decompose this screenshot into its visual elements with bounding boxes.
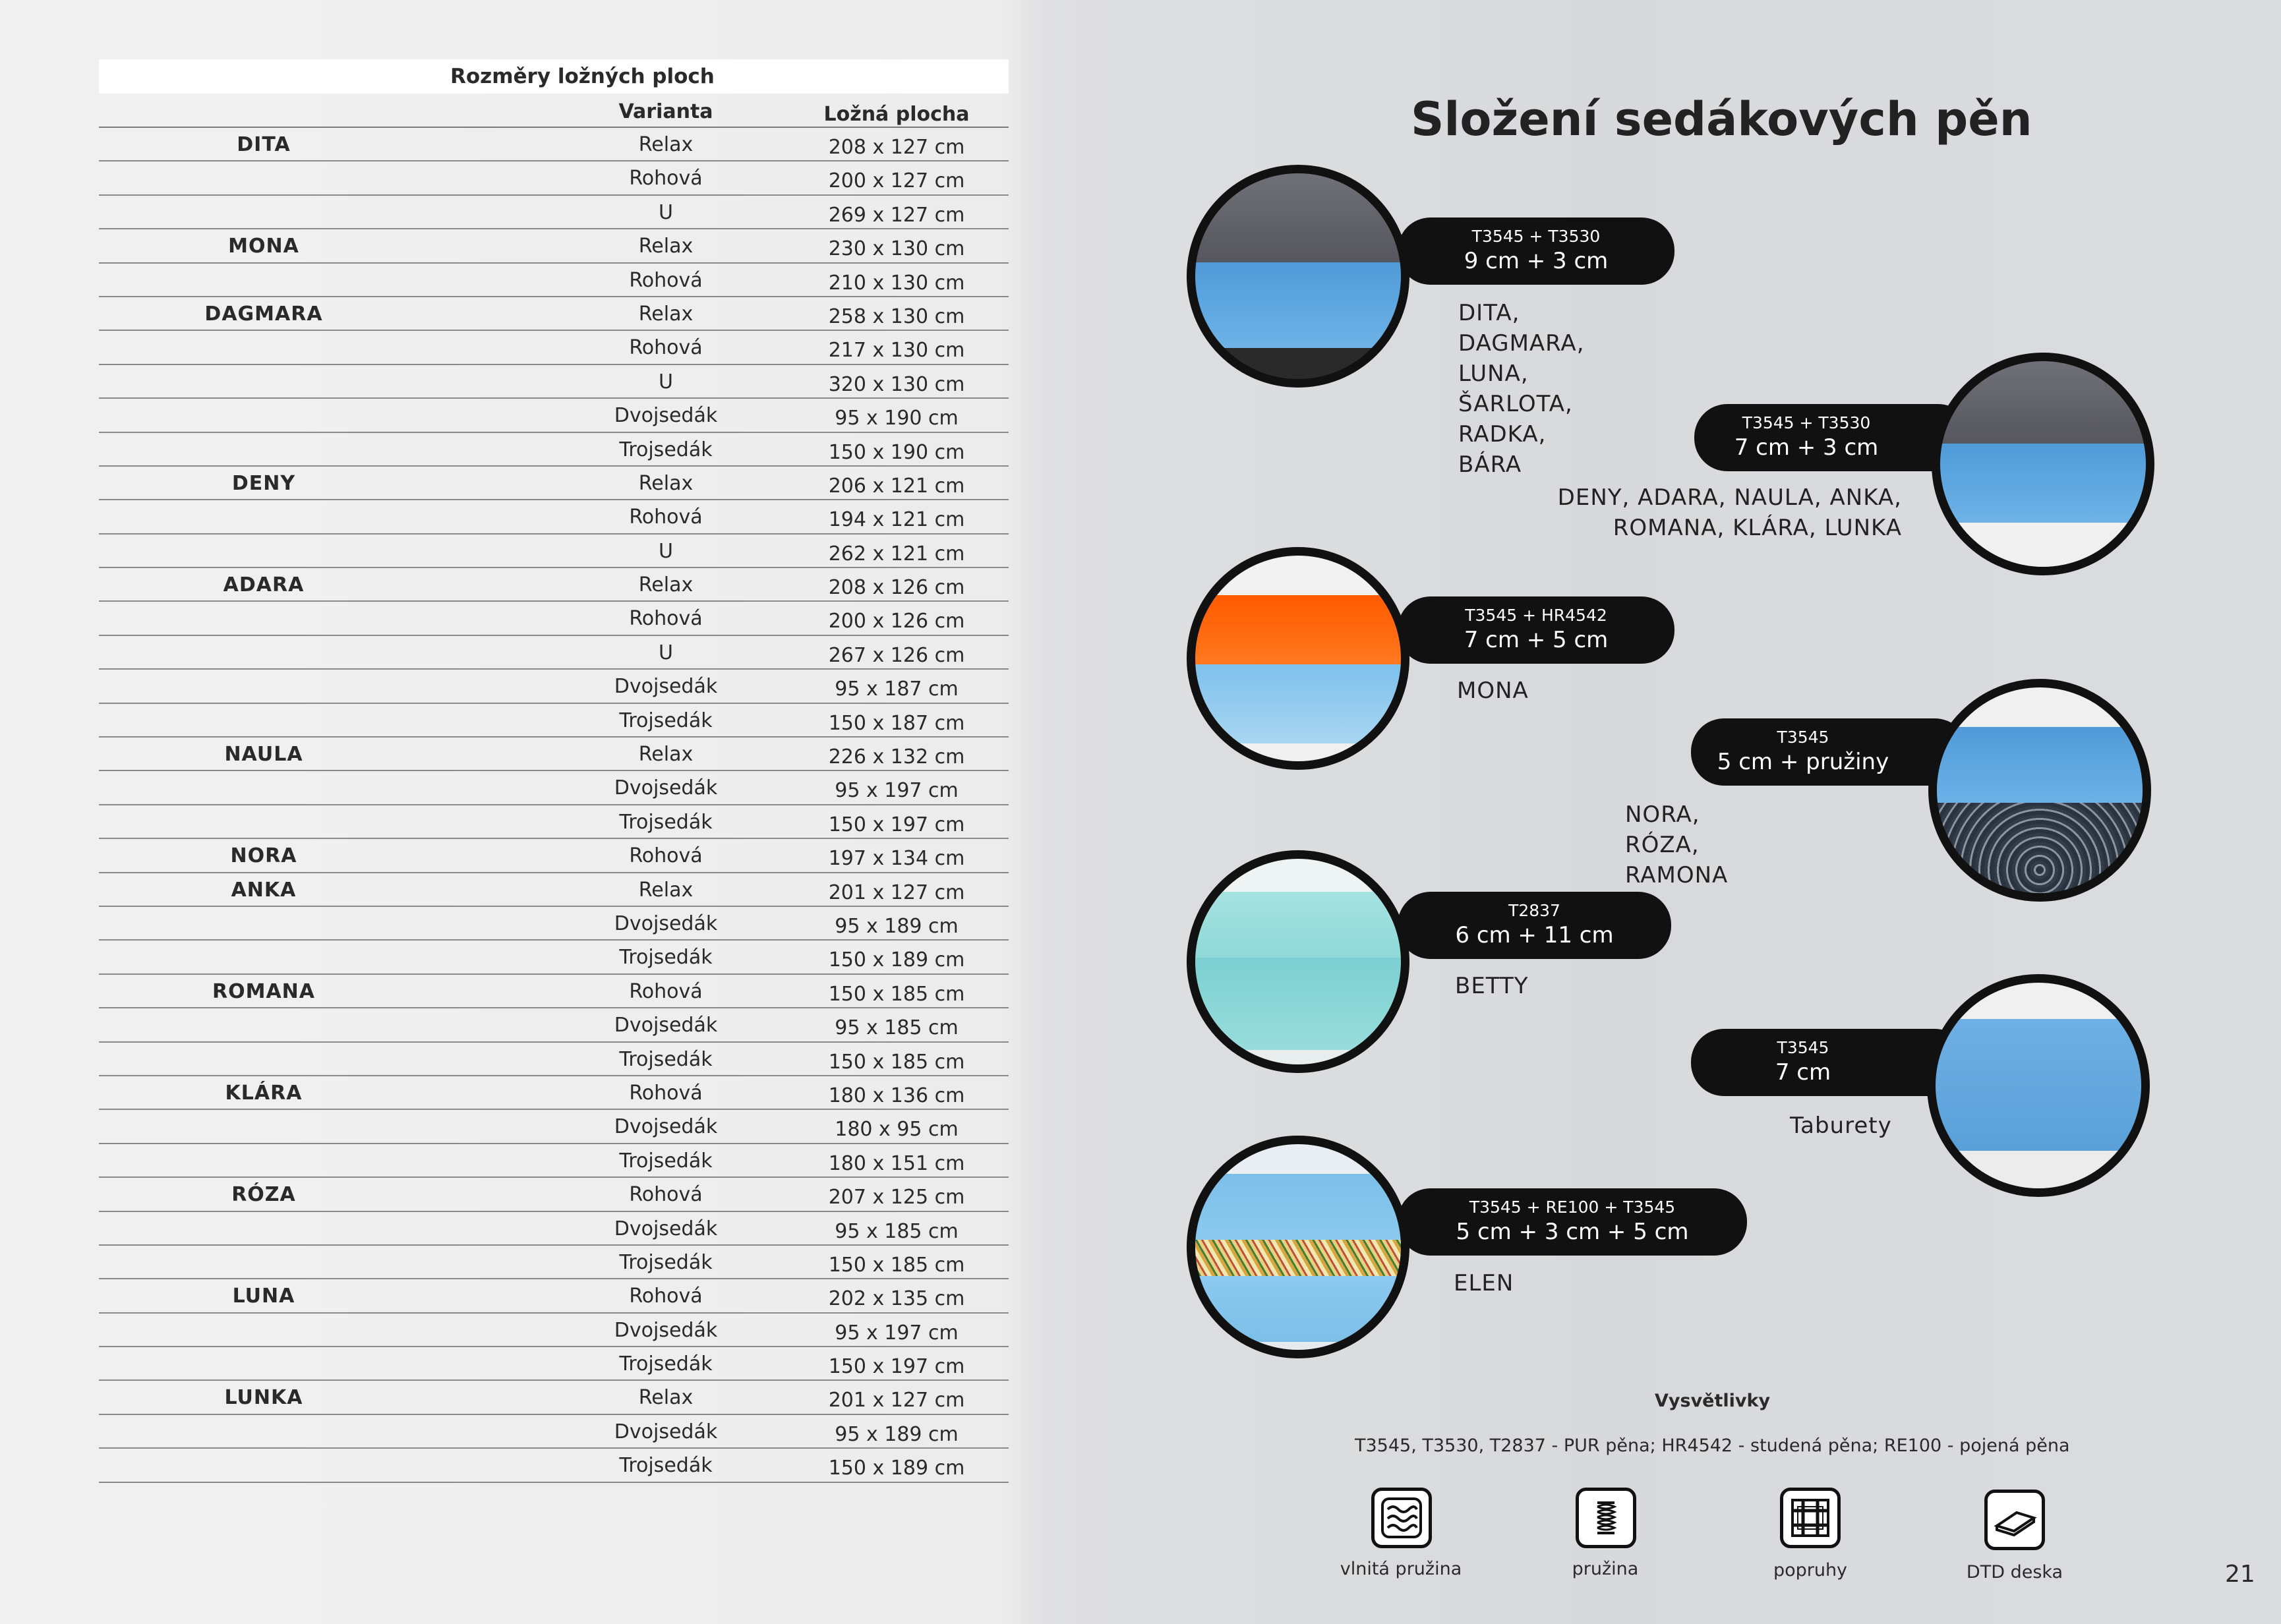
table-row	[99, 264, 1009, 297]
table-row	[99, 331, 1009, 364]
row-size: 150 x 190 cm	[828, 440, 965, 464]
foam-models-line: NORA, RÓZA, RAMONA	[1625, 801, 1729, 888]
table-row	[99, 1144, 1009, 1178]
row-variant: Dvojsedák	[614, 776, 718, 800]
row-size: 269 x 127 cm	[828, 203, 965, 227]
row-size: 230 x 130 cm	[828, 237, 965, 261]
row-model: LUNKA	[224, 1386, 303, 1410]
foam-pill	[1398, 596, 1674, 664]
table-row	[99, 161, 1009, 195]
table-row	[99, 128, 1009, 161]
row-size: 150 x 187 cm	[828, 711, 965, 735]
table-row	[99, 1076, 1009, 1110]
foam-models	[1543, 482, 1902, 543]
row-variant: Trojsedák	[619, 1454, 713, 1478]
table-row	[99, 399, 1009, 432]
foam-models-line: Taburety	[1790, 1113, 1892, 1139]
legend-title: Vysvětlivky	[1655, 1391, 1771, 1411]
icon-label: pružina	[1572, 1559, 1639, 1579]
table-row	[99, 1008, 1009, 1042]
foam-pill	[1398, 892, 1671, 959]
row-model: ADARA	[223, 573, 305, 597]
row-size: 267 x 126 cm	[828, 643, 965, 667]
row-variant: Rohová	[629, 1081, 703, 1105]
row-size: 150 x 185 cm	[828, 1253, 965, 1277]
row-variant: Dvojsedák	[614, 404, 718, 428]
row-variant: Dvojsedák	[614, 1318, 718, 1342]
row-size: 226 x 132 cm	[828, 745, 965, 769]
row-variant: Rohová	[629, 1183, 703, 1207]
row-size: 180 x 151 cm	[828, 1151, 965, 1175]
row-size: 95 x 185 cm	[835, 1219, 959, 1243]
row-variant: Trojsedák	[619, 810, 713, 834]
table-row	[99, 738, 1009, 771]
row-variant: Dvojsedák	[614, 1014, 718, 1037]
row-size: 262 x 121 cm	[828, 542, 965, 566]
table-row	[99, 1246, 1009, 1279]
page-number: 21	[2225, 1561, 2255, 1588]
row-variant: Rohová	[629, 979, 703, 1003]
row-variant: U	[659, 641, 673, 664]
foam-dimensions: 6 cm + 11 cm	[1455, 922, 1614, 948]
table-row	[99, 941, 1009, 974]
row-variant: Relax	[638, 471, 694, 495]
foam-cross-section-image	[1928, 679, 2151, 902]
row-variant: Trojsedák	[619, 438, 713, 461]
row-size: 200 x 127 cm	[828, 169, 965, 193]
row-size: 194 x 121 cm	[828, 508, 965, 532]
table-row	[99, 196, 1009, 229]
table-row	[99, 771, 1009, 805]
table-row	[99, 975, 1009, 1008]
row-model: LUNA	[232, 1285, 295, 1308]
table-title	[99, 59, 1009, 94]
legend-text: T3545, T3530, T2837 - PUR pěna; HR4542 - studená pěna; RE100 - pojená pěna	[1355, 1436, 2070, 1456]
table-row	[99, 839, 1009, 873]
row-variant: Relax	[638, 878, 694, 902]
foam-dimensions: 5 cm + 3 cm + 5 cm	[1456, 1219, 1689, 1245]
row-size: 95 x 197 cm	[835, 1321, 959, 1345]
foam-code: T3545 + RE100 + T3545	[1469, 1198, 1676, 1217]
table-row	[99, 1381, 1009, 1414]
spring-icon	[1576, 1488, 1636, 1548]
table-row	[99, 1279, 1009, 1313]
wavy-spring-icon	[1371, 1488, 1432, 1548]
row-size: 150 x 197 cm	[828, 1355, 965, 1379]
table-row	[99, 1449, 1009, 1482]
foam-models	[1454, 1268, 1514, 1298]
row-size: 208 x 126 cm	[828, 576, 965, 600]
row-size: 210 x 130 cm	[828, 271, 965, 295]
row-size: 197 x 134 cm	[828, 847, 965, 871]
row-variant: Trojsedák	[619, 1250, 713, 1274]
table-row	[99, 365, 1009, 399]
row-size: 150 x 189 cm	[828, 948, 965, 972]
table-header	[99, 94, 1009, 128]
table-row	[99, 1178, 1009, 1211]
row-size: 200 x 126 cm	[828, 610, 965, 633]
row-variant: Rohová	[629, 268, 703, 292]
row-model: KLÁRA	[225, 1081, 303, 1105]
row-size: 320 x 130 cm	[828, 372, 965, 396]
row-size: 150 x 185 cm	[828, 1050, 965, 1074]
icon-label: popruhy	[1773, 1560, 1848, 1580]
row-size: 208 x 127 cm	[828, 136, 965, 159]
webbing-icon	[1780, 1488, 1841, 1548]
row-size: 95 x 197 cm	[835, 779, 959, 803]
row-size: 95 x 185 cm	[835, 1016, 959, 1040]
table-row	[99, 297, 1009, 331]
row-variant: Trojsedák	[619, 1047, 713, 1071]
table-row	[99, 433, 1009, 467]
row-variant: Relax	[638, 743, 694, 767]
row-variant: Trojsedák	[619, 1352, 713, 1376]
row-size: 150 x 197 cm	[828, 813, 965, 836]
foam-dimensions: 7 cm	[1775, 1059, 1831, 1086]
row-model: NAULA	[224, 743, 303, 767]
row-variant: Trojsedák	[619, 946, 713, 970]
table-row	[99, 535, 1009, 568]
foam-cross-section-image	[1187, 165, 1409, 388]
table-row	[99, 636, 1009, 670]
foam-pill	[1694, 404, 1971, 471]
row-variant: Dvojsedák	[614, 1217, 718, 1240]
icon-label: DTD deska	[1966, 1562, 2063, 1582]
row-variant: Trojsedák	[619, 1149, 713, 1173]
row-size: 95 x 190 cm	[835, 407, 959, 430]
row-variant: Rohová	[629, 1285, 703, 1308]
row-size: 150 x 185 cm	[828, 982, 965, 1006]
row-variant: Trojsedák	[619, 709, 713, 732]
table-row	[99, 467, 1009, 500]
row-size: 206 x 121 cm	[828, 474, 965, 498]
row-variant: Rohová	[629, 167, 703, 190]
table-row	[99, 1314, 1009, 1347]
foam-cross-section-image	[1927, 974, 2150, 1197]
table-row	[99, 500, 1009, 534]
row-size: 95 x 187 cm	[835, 678, 959, 701]
row-model: RÓZA	[231, 1183, 296, 1207]
foam-code: T3545	[1777, 728, 1829, 747]
foam-models	[1455, 971, 1529, 1001]
foam-pill	[1691, 1029, 1968, 1096]
row-size: 202 x 135 cm	[828, 1287, 965, 1311]
column-header-variant: Varianta	[618, 100, 713, 123]
table-row	[99, 568, 1009, 602]
row-variant: Rohová	[629, 336, 703, 360]
table-row	[99, 704, 1009, 738]
row-model: DAGMARA	[204, 302, 323, 326]
row-variant: Relax	[638, 573, 694, 597]
row-size: 258 x 130 cm	[828, 304, 965, 328]
board-icon	[1984, 1490, 2045, 1550]
foam-pill	[1398, 218, 1674, 285]
row-variant: Dvojsedák	[614, 1115, 718, 1139]
foam-models	[1458, 298, 1585, 480]
table-row	[99, 1110, 1009, 1144]
table-row	[99, 1212, 1009, 1246]
foam-models	[1457, 676, 1529, 706]
row-size: 207 x 125 cm	[828, 1186, 965, 1209]
foam-code: T2837	[1508, 901, 1560, 920]
table-body	[99, 128, 1009, 1483]
row-variant: Relax	[638, 133, 694, 156]
table-row	[99, 602, 1009, 635]
table-row	[99, 1043, 1009, 1076]
foam-cross-section-image	[1187, 1136, 1409, 1358]
foam-code: T3545 + HR4542	[1465, 606, 1607, 625]
row-size: 217 x 130 cm	[828, 339, 965, 362]
row-variant: Rohová	[629, 844, 703, 868]
table-row	[99, 805, 1009, 839]
foam-models	[1790, 1111, 1892, 1141]
row-model: NORA	[230, 844, 297, 868]
foam-code: T3545 + T3530	[1742, 413, 1871, 432]
foam-cross-section-image	[1187, 850, 1409, 1073]
row-variant: Rohová	[629, 607, 703, 631]
foam-pill	[1398, 1188, 1747, 1256]
foam-dimensions: 5 cm + pružiny	[1717, 749, 1889, 775]
row-size: 201 x 127 cm	[828, 1389, 965, 1412]
row-variant: Dvojsedák	[614, 1420, 718, 1443]
foam-models-line: MONA	[1457, 678, 1529, 704]
row-variant: U	[659, 539, 673, 563]
foam-dimensions: 9 cm + 3 cm	[1464, 248, 1609, 274]
table-row	[99, 229, 1009, 263]
row-size: 95 x 189 cm	[835, 914, 959, 938]
table-row	[99, 670, 1009, 703]
column-header-size: Ložná plocha	[823, 103, 970, 126]
row-model: ROMANA	[212, 979, 315, 1003]
row-size: 180 x 136 cm	[828, 1084, 965, 1107]
table-row	[99, 873, 1009, 907]
row-model: MONA	[228, 235, 299, 258]
row-size: 201 x 127 cm	[828, 881, 965, 904]
table-row	[99, 1347, 1009, 1381]
row-variant: Relax	[638, 1386, 694, 1410]
row-variant: U	[659, 370, 673, 393]
icon-label: vlnitá pružina	[1340, 1559, 1462, 1579]
row-model: ANKA	[231, 878, 297, 902]
page-title: Složení sedákových pěn	[1411, 92, 2032, 146]
row-model: DENY	[231, 471, 296, 495]
row-variant: Relax	[638, 302, 694, 326]
row-variant: Rohová	[629, 506, 703, 529]
table-row	[99, 1415, 1009, 1449]
row-size: 150 x 189 cm	[828, 1457, 965, 1480]
foam-pill	[1691, 718, 1968, 786]
foam-dimensions: 7 cm + 5 cm	[1464, 627, 1609, 653]
foam-models-line: ŠARLOTA, RADKA, BÁRA	[1458, 391, 1573, 478]
foam-code: T3545	[1777, 1038, 1829, 1057]
foam-models-line: ROMANA, KLÁRA, LUNKA	[1613, 515, 1902, 541]
row-variant: Dvojsedák	[614, 675, 718, 699]
row-variant: U	[659, 200, 673, 224]
foam-models-line: DENY, ADARA, NAULA, ANKA,	[1557, 484, 1902, 511]
row-size: 95 x 189 cm	[835, 1422, 959, 1446]
row-size: 180 x 95 cm	[835, 1118, 959, 1142]
foam-models-line: DITA, DAGMARA, LUNA,	[1458, 300, 1585, 387]
table-row	[99, 907, 1009, 941]
foam-models	[1625, 799, 1728, 890]
foam-code: T3545 + T3530	[1471, 227, 1601, 246]
row-model: DITA	[237, 133, 291, 156]
foam-models-line: BETTY	[1455, 973, 1529, 999]
table-title-text: Rozměry ložných ploch	[450, 65, 715, 88]
row-variant: Dvojsedák	[614, 912, 718, 935]
foam-cross-section-image	[1932, 353, 2154, 575]
foam-cross-section-image	[1187, 547, 1409, 770]
foam-dimensions: 7 cm + 3 cm	[1734, 434, 1879, 461]
foam-models-line: ELEN	[1454, 1270, 1514, 1296]
row-variant: Relax	[638, 235, 694, 258]
